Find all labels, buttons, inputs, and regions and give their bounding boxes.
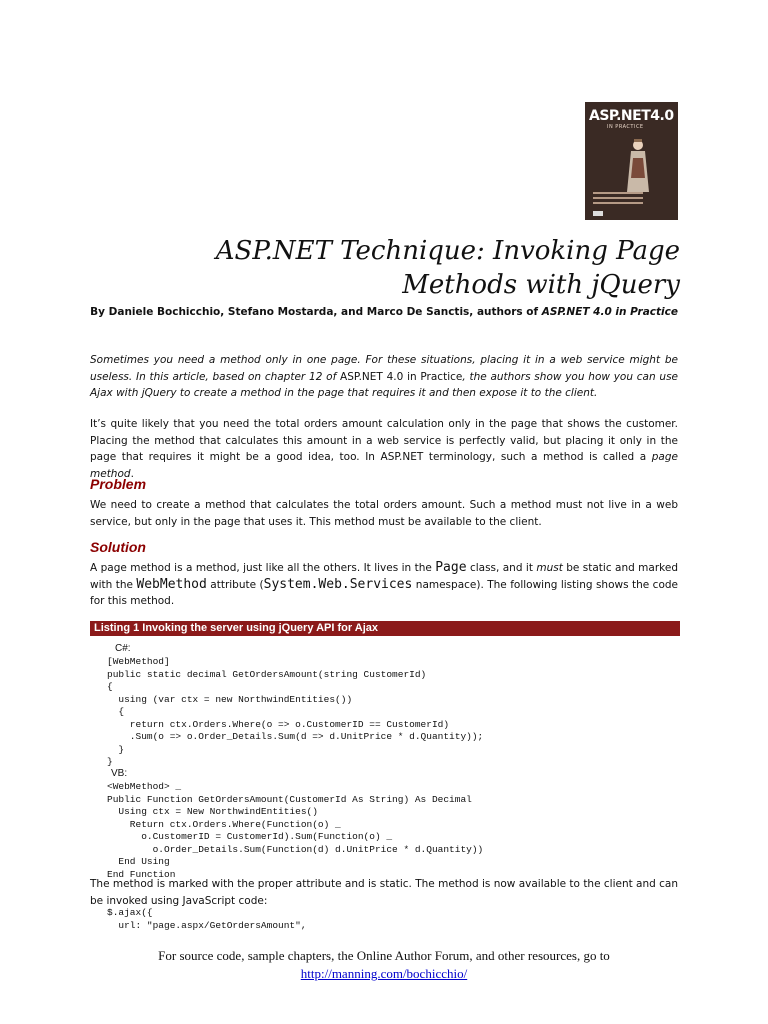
solution-code-page: Page <box>435 560 467 575</box>
solution-text-c: be static and marked with the <box>90 562 678 591</box>
solution-emphasis: must <box>536 562 563 574</box>
footer <box>90 947 678 983</box>
cover-subtitle: IN PRACTICE <box>607 124 644 130</box>
listing-label: Listing 1 Invoking the server using jQuery API for Ajax <box>94 622 379 634</box>
solution-code-namespace: System.Web.Services <box>263 576 413 592</box>
byline-book: ASP.NET 4.0 in Practice <box>541 306 678 318</box>
cover-title: ASP.NET4.0 <box>589 108 674 124</box>
book-cover-image <box>585 102 678 220</box>
byline-authors: By Daniele Bochicchio, Stefano Mostarda, and Marco De Sanctis, authors of <box>90 306 542 318</box>
code-block-javascript: $.ajax({ url: "page.aspx/GetOrdersAmount", <box>107 907 307 931</box>
byline <box>90 306 678 318</box>
intro-paragraph <box>90 352 678 402</box>
solution-text-e: namespace). The following listing shows the code for this method. <box>90 578 678 607</box>
cover-figure-illustration <box>621 138 655 192</box>
solution-text-b: class, and it <box>466 562 537 574</box>
para1-text-b: . <box>130 467 134 480</box>
para1-emphasis: page method <box>90 451 678 480</box>
footer-text: For source code, sample chapters, the Online Author Forum, and other resources, go to <box>158 948 610 963</box>
listing-header-bar <box>90 621 680 636</box>
intro-book: ASP.NET 4.0 in Practice <box>340 370 463 383</box>
article-title: ASP.NET Technique: Invoking Page Methods with jQuery <box>215 236 680 300</box>
code-block-csharp: [WebMethod] public static decimal GetOrdersAmount(string CustomerId) { using (var ctx = new NorthwindEntities()) { return ctx.Orders.Where(o => o.CustomerID == CustomerId) .Sum(o => o.Order_Details.Sum(d => d.UnitPrice * d.Quantity)); } } <box>107 656 484 767</box>
intro-text-a: Sometimes you need a method only in one page. For these situations, placing it in a web service might be useless. In this article, based on chapter 12 of <box>90 354 678 383</box>
solution-text-a: A page method is a method, just like all the others. It lives in the <box>90 562 436 574</box>
intro-text-b: , the authors show you how you can use Ajax with jQuery to create a method in the page that requires it and then expose it to the client. <box>90 370 679 399</box>
cover-author-lines <box>593 192 643 207</box>
problem-heading: Problem <box>90 476 147 492</box>
paragraph-4: The method is marked with the proper attribute and is static. The method is now available to the client and can be invoked using JavaScript code: <box>90 878 679 907</box>
language-label-csharp: C#: <box>115 643 131 654</box>
paragraph-1 <box>90 416 678 482</box>
solution-code-webmethod: WebMethod <box>136 576 207 592</box>
publisher-logo <box>593 211 603 216</box>
footer-link[interactable]: http://manning.com/bochicchio/ <box>300 966 468 981</box>
language-label-vb: VB: <box>111 768 128 779</box>
solution-heading: Solution <box>90 539 146 555</box>
code-block-vb: <WebMethod> _ Public Function GetOrdersAmount(CustomerId As String) As Decimal Using ctx = New NorthwindEntities() Return ctx.Orders.Where(Function(o) _ o.CustomerID = CustomerId).Sum(Function(o) _ o.Order_Details.Sum(Function(d) d.UnitPrice * d.Quantity)) End Using End Function <box>107 781 484 880</box>
problem-paragraph: We need to create a method that calculates the total orders amount. Such a method must not live in a web service, but only in the page that uses it. This method must be available to the client. <box>90 499 678 528</box>
solution-paragraph <box>90 560 678 610</box>
solution-text-d: attribute ( <box>206 578 264 591</box>
para1-text-a: It’s quite likely that you need the total orders amount calculation only in the page that shows the customer. Placing the method that calculates this amount in a web service is perfectly valid, but placing it only in the page that requires it might be a good idea, too. In ASP.NET terminology, such a method is called a <box>90 418 678 463</box>
